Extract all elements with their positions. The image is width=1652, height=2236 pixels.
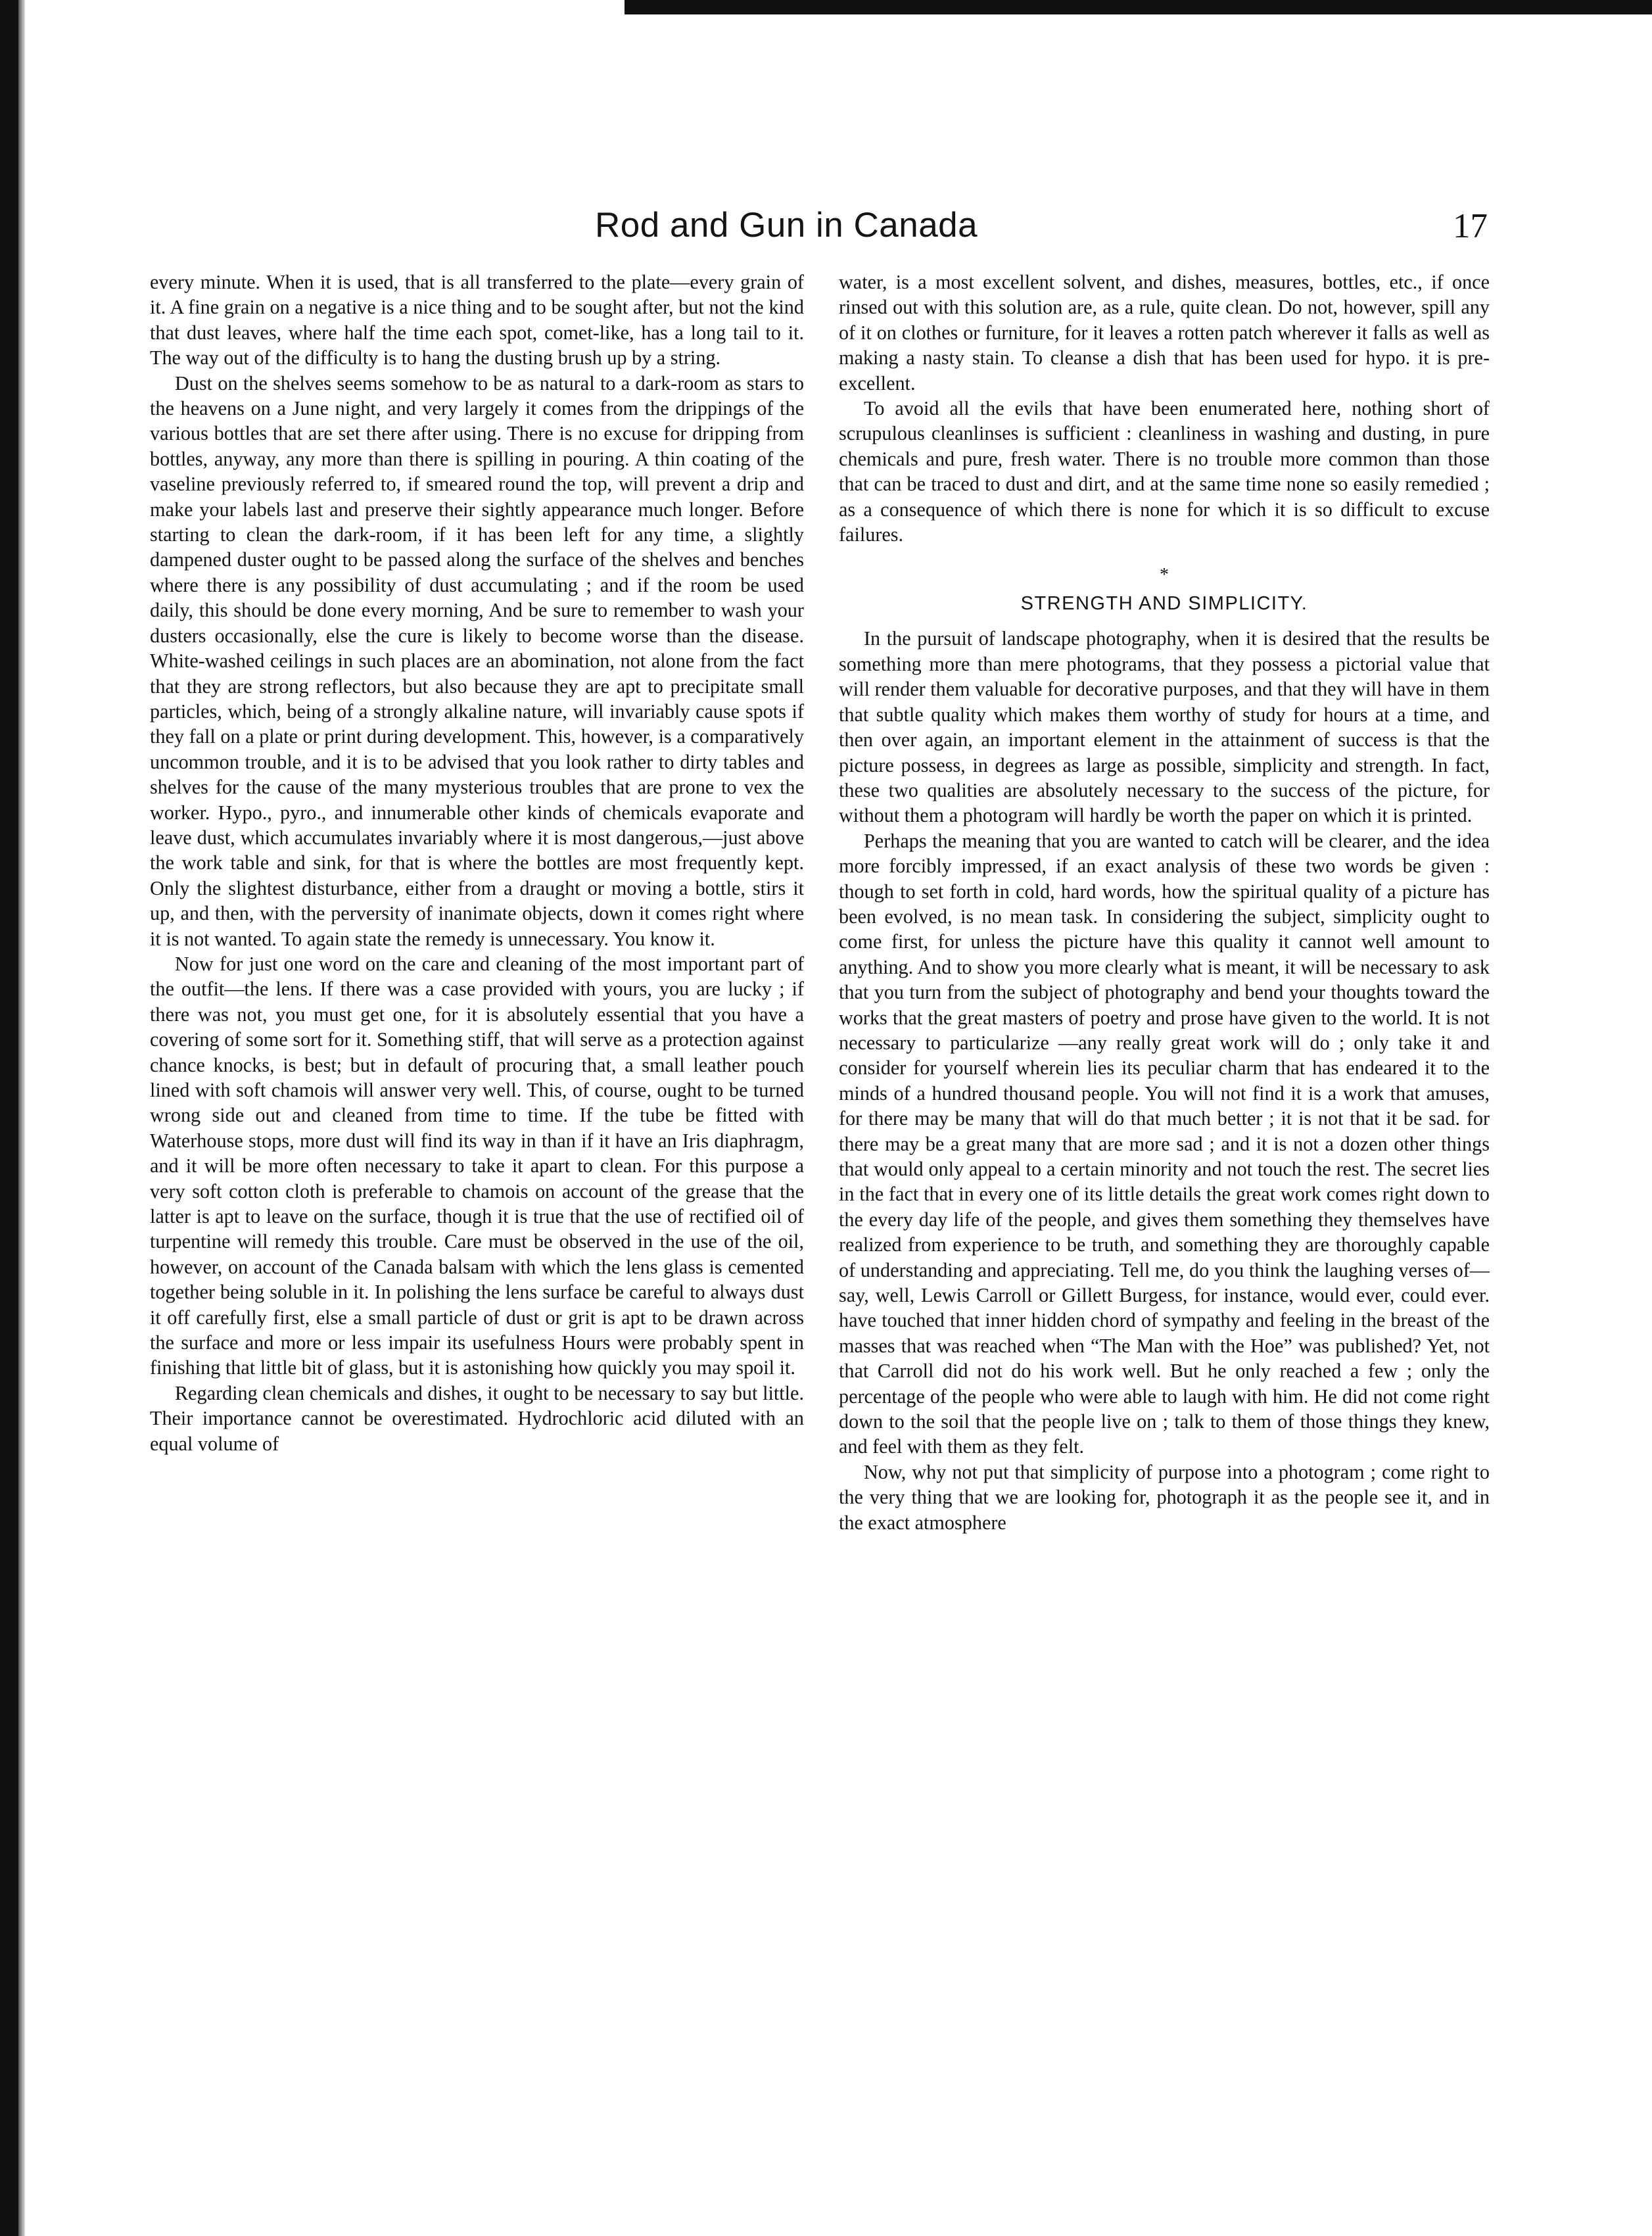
section-heading: STRENGTH AND SIMPLICITY. [1020,593,1308,615]
paragraph: Regarding clean chemicals and dishes, it ought to be necessary to say but little. Their importance cannot be overestimated. Hydrochloric acid diluted with an equal volume of [150,1381,804,1455]
paragraph: Dust on the shelves seems somehow to be as natural to a dark-room as stars to the heavens on a June night, and very largely it comes from the drippings of the various bottles that are set there after using. There is no excuse for dripping from bottles, anyway, any more than there is spilling in pouring. A thin coating of the vaseline previously referred to, if smeared round the top, will prevent a drip and make your labels last and preserve their sightly appearance much longer. Before starting to clean the dark-room, if it has been left for any time, a slightly dampened duster ought to be passed along the surface of the shelves and benches where there is any possibility of dust accumulating ; and if the room be used daily, this should be done every morning, And be sure to remember to wash your dusters occasionally, else the cure is likely to become worse than the disease. White-washed ceilings in such places are an abomination, not alone from the fact that they are strong reflectors, but also because they are apt to precipitate small particles, which, being of a strongly alkaline nature, will invariably cause spots if they fall on a plate or print during development. This, however, is a comparatively uncommon trouble, and it is to be advised that you look rather to dirty tables and shelves for the cause of the many mysterious troubles that are prone to vex the worker. Hypo., pyro., and innumerable other kinds of chemicals evaporate and leave dust, which accumulates invariably where it is most dangerous,—just above the work table and sink, for that is where the bottles are most frequently kept. Only the slightest disturbance, either from a draught or moving a bottle, stirs it up, and then, with the perversity of inanimate objects, down it comes right where it is not wanted. To again state the remedy is unnecessary. You know it. [150,371,804,950]
paragraph: Perhaps the meaning that you are wanted to catch will be clearer, and the idea more forcibly impressed, if an exact analysis of these two words be given : though to set forth in cold, hard words, how the spiritual quality of a picture has been evolved, is no mean task. In considering the subject, simplicity ought to come first, for unless the picture have this quality it cannot well amount to anything. And to show you more clearly what is meant, it will be necessary to ask that you turn from the subject of photography and bend your thoughts toward the works that the great masters of poetry and prose have given to the world. It is not necessary to particularize —any really great work will do ; only take it and consider for yourself wherein lies its peculiar charm that has endeared it to the minds of a hundred thousand people. You will not find it is a work that amuses, for there may be many that will do that much better ; it is not that it be sad. for there may be a great many that are more sad ; and it is not a dozen other things that would only appeal to a certain minority and not touch the rest. The secret lies in the fact that in every one of its little details the great work comes right down to the every day life of the people, and gives them something they themselves have realized from experience to be truth, and something they are thoroughly capable of understanding and appreciating. Tell me, do you think the laughing verses of—say, well, Lewis Carroll or Gillett Burgess, for instance, would ever, could ever. have touched that inner hidden chord of sympathy and feeling in the breast of the masses that was reached when “The Man with the Hoe” was published? Yet, not that Carroll did not do his work well. But he only reached a few ; only the percentage of the people who were able to laugh with him. He did not come right down to the soil that the people live on ; talk to them of those things they knew, and feel with them as they felt. [839,829,1490,1458]
paragraph: water, is a most excellent solvent, and dishes, measures, bottles, etc., if once rinsed out with this solution are, as a rule, quite clean. Do not, however, spill any of it on clothes or furniture, for it leaves a rotten patch wherever it falls as well as making a nasty stain. To cleanse a dish that has been used for hypo. it is pre-excellent. [839,271,1490,394]
paragraph: In the pursuit of landscape photography, when it is desired that the results be something more than mere photograms, that they possess a pictorial value that will render them valuable for decorative purposes, and that they will have in them that subtle quality which makes them worthy of study for hours at a time, and then over again, an important element in the attainment of success is that the picture possess, in degrees as large as possible, simplicity and strength. In fact, these two qualities are absolutely necessary to the success of the picture, for without them a photogram will hardly be worth the paper on which it is printed. [839,627,1490,827]
left-column [150,270,804,1456]
top-rule [625,0,1652,14]
paragraph: Now, why not put that simplicity of purpose into a photogram ; come right to the very thing that we are looking for, photograph it as the people see it, and in the exact atmosphere [839,1460,1490,1534]
page-number: 17 [1453,207,1488,245]
scan-edge-shadow [18,0,25,2236]
scan-edge-left [0,0,18,2236]
paragraph: Now for just one word on the care and cleaning of the most important part of the outfit—the lens. If there was a case provided with yours, you are lucky ; if there was not, you must get one, for it is absolutely essential that you have a covering of some sort for it. Something stiff, that will serve as a protection against chance knocks, is best; but in default of procuring that, a small leather pouch lined with soft chamois will answer very well. This, of course, ought to be turned wrong side out and cleaned from time to time. If the tube be fitted with Waterhouse stops, more dust will find its way in than if it have an Iris diaphragm, and it will be more often necessary to take it apart to clean. For this purpose a very soft cotton cloth is preferable to chamois on account of the grease that the latter is apt to leave on the surface, though it is true that the use of rectified oil of turpentine will remedy this trouble. Care must be observed in the use of the oil, however, on account of the Canada balsam with which the lens glass is cemented together being soluble in it. In polishing the lens surface be careful to always dust it off carefully first, else a small particle of dust or grit is apt to be drawn across the surface and more or less impair its usefulness Hours were probably spent in finishing that little bit of glass, but it is astonishing how quickly you may spoil it. [150,952,804,1379]
section-ornament: * [1160,565,1169,586]
page-header [0,205,1652,251]
paragraph: To avoid all the evils that have been enumerated here, nothing short of scrupulous cleanlinses is sufficient : cleanliness in washing and dusting, in pure chemicals and pure, fresh water. There is no trouble more common than those that can be traced to dust and dirt, and at the same time none so easily remedied ; as a consequence of which there is none for which it is so difficult to excuse failures. [839,397,1490,546]
running-title: Rod and Gun in Canada [595,206,978,245]
paragraph: every minute. When it is used, that is all transferred to the plate—every grain of it. A fine grain on a negative is a nice thing and to be sought after, but not the kind that dust leaves, where half the time each spot, comet-like, has a long tail to it. The way out of the difficulty is to hang the dusting brush up by a string. [150,271,804,369]
right-column [839,270,1490,1535]
